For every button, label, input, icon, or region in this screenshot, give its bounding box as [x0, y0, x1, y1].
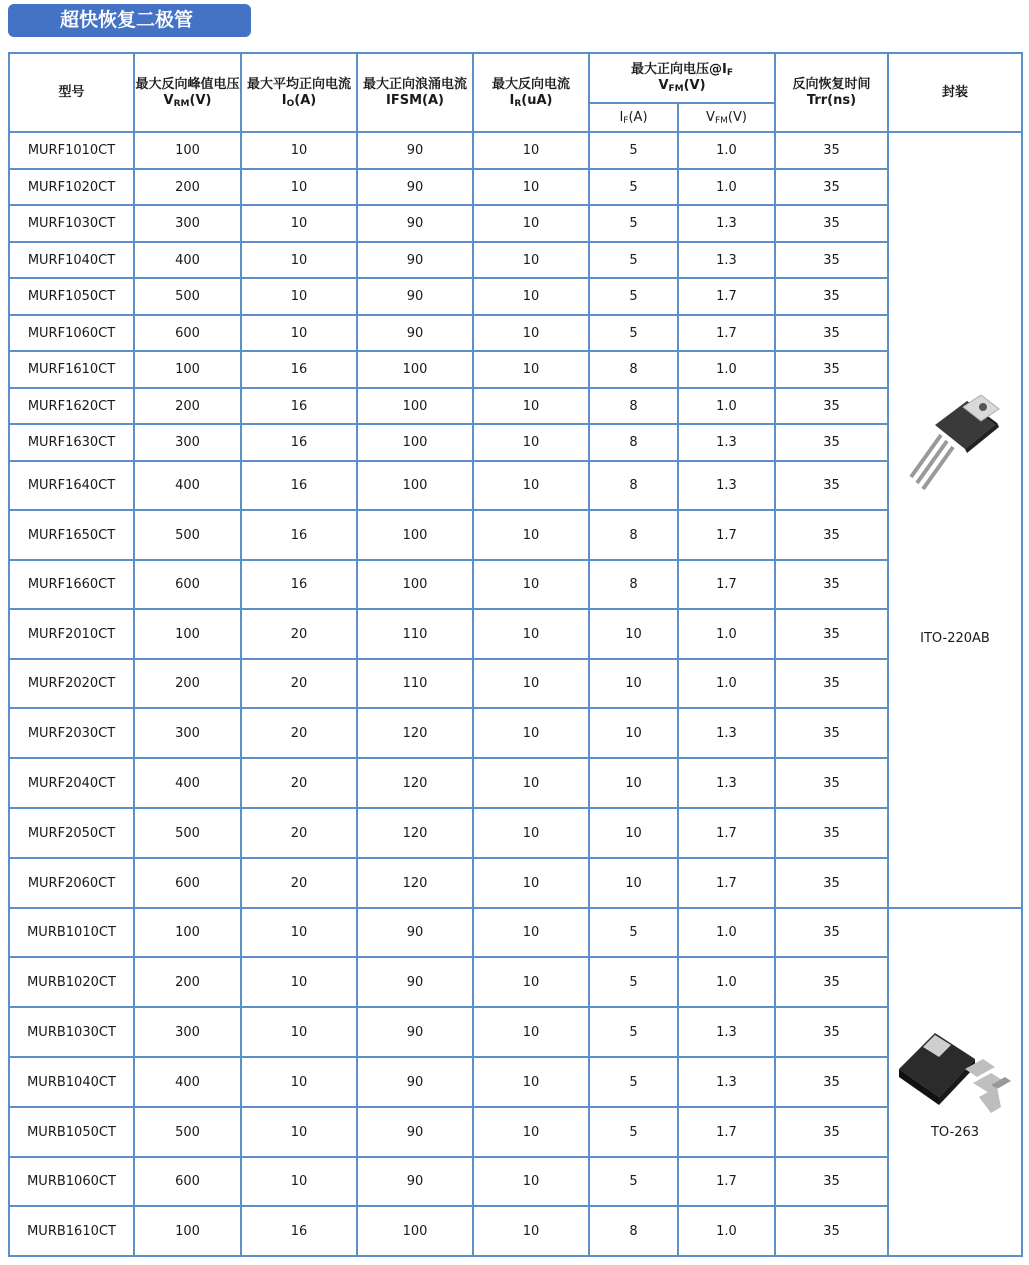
cell-ir: 10 — [473, 1057, 589, 1107]
cell-trr: 35 — [775, 1206, 888, 1256]
table-row — [9, 808, 1022, 858]
cell-ir: 10 — [473, 1007, 589, 1057]
cell-io: 10 — [241, 1107, 357, 1157]
table-row — [9, 424, 1022, 461]
cell-model: MURB1020CT — [9, 957, 134, 1007]
cell-model: MURB1050CT — [9, 1107, 134, 1157]
header-ifsm: 最大正向浪涌电流 IFSM(A) — [357, 53, 473, 132]
cell-vfm: 1.0 — [678, 1206, 775, 1256]
cell-vfm: 1.0 — [678, 169, 775, 205]
header-package: 封装 — [888, 53, 1022, 132]
cell-io: 10 — [241, 908, 357, 957]
cell-model: MURF1650CT — [9, 510, 134, 560]
cell-vfm: 1.3 — [678, 1057, 775, 1107]
cell-io: 10 — [241, 242, 357, 278]
cell-if: 5 — [589, 1057, 678, 1107]
header-trr: 反向恢复时间 Trr(ns) — [775, 53, 888, 132]
cell-ifsm: 110 — [357, 659, 473, 708]
cell-if: 10 — [589, 708, 678, 758]
cell-trr: 35 — [775, 659, 888, 708]
cell-if: 5 — [589, 315, 678, 351]
header-if: $I_F(A)$ — [589, 103, 678, 132]
cell-if: 10 — [589, 858, 678, 908]
cell-ir: 10 — [473, 132, 589, 169]
cell-model: MURF2060CT — [9, 858, 134, 908]
cell-ifsm: 90 — [357, 1157, 473, 1206]
cell-io: 20 — [241, 708, 357, 758]
table-row — [9, 315, 1022, 351]
cell-if: 5 — [589, 957, 678, 1007]
cell-ir: 10 — [473, 957, 589, 1007]
table-row — [9, 169, 1022, 205]
cell-ir: 10 — [473, 510, 589, 560]
cell-if: 8 — [589, 1206, 678, 1256]
table-row — [9, 132, 1022, 169]
cell-io: 16 — [241, 560, 357, 609]
cell-vfm: 1.7 — [678, 278, 775, 315]
table-row — [9, 758, 1022, 808]
cell-vfm: 1.7 — [678, 1107, 775, 1157]
cell-ifsm: 120 — [357, 858, 473, 908]
table-row — [9, 1057, 1022, 1107]
table-row — [9, 278, 1022, 315]
cell-vfm: 1.0 — [678, 351, 775, 388]
cell-if: 5 — [589, 132, 678, 169]
cell-model: MURF1660CT — [9, 560, 134, 609]
table-row — [9, 510, 1022, 560]
cell-vfm: 1.3 — [678, 242, 775, 278]
cell-trr: 35 — [775, 510, 888, 560]
cell-model: MURF2020CT — [9, 659, 134, 708]
cell-if: 5 — [589, 1107, 678, 1157]
table-row — [9, 1157, 1022, 1206]
cell-model: MURF1630CT — [9, 424, 134, 461]
cell-vrm: 600 — [134, 858, 241, 908]
cell-trr: 35 — [775, 315, 888, 351]
table-row — [9, 659, 1022, 708]
cell-vrm: 400 — [134, 242, 241, 278]
cell-trr: 35 — [775, 758, 888, 808]
cell-ifsm: 100 — [357, 424, 473, 461]
cell-vrm: 300 — [134, 424, 241, 461]
cell-model: MURF1620CT — [9, 388, 134, 424]
cell-ir: 10 — [473, 315, 589, 351]
cell-trr: 35 — [775, 424, 888, 461]
cell-trr: 35 — [775, 858, 888, 908]
cell-vrm: 200 — [134, 957, 241, 1007]
table-row — [9, 560, 1022, 609]
cell-io: 20 — [241, 758, 357, 808]
cell-vrm: 100 — [134, 609, 241, 659]
cell-io: 10 — [241, 1057, 357, 1107]
cell-vrm: 500 — [134, 510, 241, 560]
cell-if: 8 — [589, 461, 678, 510]
cell-io: 10 — [241, 132, 357, 169]
cell-ir: 10 — [473, 1157, 589, 1206]
cell-ifsm: 120 — [357, 708, 473, 758]
cell-trr: 35 — [775, 609, 888, 659]
cell-model: MURB1010CT — [9, 908, 134, 957]
cell-trr: 35 — [775, 1007, 888, 1057]
cell-vrm: 600 — [134, 315, 241, 351]
cell-trr: 35 — [775, 1157, 888, 1206]
cell-io: 16 — [241, 351, 357, 388]
header-vfm: $V_{FM}(V)$ — [678, 103, 775, 132]
cell-if: 10 — [589, 758, 678, 808]
cell-model: MURB1610CT — [9, 1206, 134, 1256]
cell-vrm: 500 — [134, 808, 241, 858]
cell-trr: 35 — [775, 132, 888, 169]
cell-model: MURB1030CT — [9, 1007, 134, 1057]
cell-vrm: 400 — [134, 461, 241, 510]
cell-ifsm: 120 — [357, 808, 473, 858]
cell-vrm: 500 — [134, 1107, 241, 1157]
package-cell — [888, 132, 1022, 908]
cell-trr: 35 — [775, 169, 888, 205]
cell-ir: 10 — [473, 1206, 589, 1256]
cell-if: 10 — [589, 659, 678, 708]
cell-trr: 35 — [775, 1107, 888, 1157]
cell-io: 10 — [241, 1157, 357, 1206]
table-row — [9, 708, 1022, 758]
cell-model: MURF2040CT — [9, 758, 134, 808]
cell-io: 16 — [241, 461, 357, 510]
cell-vfm: 1.7 — [678, 510, 775, 560]
cell-vrm: 200 — [134, 169, 241, 205]
package-cell — [888, 908, 1022, 1256]
cell-ir: 10 — [473, 205, 589, 242]
cell-ifsm: 90 — [357, 242, 473, 278]
cell-ifsm: 100 — [357, 388, 473, 424]
header-io: 最大平均正向电流 $I_O(A)$ — [241, 53, 357, 132]
cell-io: 20 — [241, 808, 357, 858]
cell-if: 5 — [589, 1157, 678, 1206]
cell-ir: 10 — [473, 461, 589, 510]
cell-ifsm: 90 — [357, 315, 473, 351]
cell-io: 10 — [241, 278, 357, 315]
cell-model: MURF2030CT — [9, 708, 134, 758]
cell-ifsm: 90 — [357, 1007, 473, 1057]
cell-ir: 10 — [473, 708, 589, 758]
table-row — [9, 1107, 1022, 1157]
cell-trr: 35 — [775, 708, 888, 758]
cell-if: 8 — [589, 560, 678, 609]
cell-model: MURB1060CT — [9, 1157, 134, 1206]
table-row — [9, 957, 1022, 1007]
section-title: 超快恢复二极管 — [60, 9, 194, 31]
table-row — [9, 908, 1022, 957]
diode-spec-table — [8, 52, 1023, 1257]
cell-model: MURF2010CT — [9, 609, 134, 659]
cell-if: 8 — [589, 351, 678, 388]
header-ir: 最大反向电流 $I_R(uA)$ — [473, 53, 589, 132]
cell-io: 16 — [241, 1206, 357, 1256]
cell-model: MURF1640CT — [9, 461, 134, 510]
cell-vfm: 1.7 — [678, 1157, 775, 1206]
table-row — [9, 609, 1022, 659]
cell-trr: 35 — [775, 278, 888, 315]
cell-vfm: 1.0 — [678, 908, 775, 957]
cell-vfm: 1.7 — [678, 315, 775, 351]
cell-ifsm: 90 — [357, 132, 473, 169]
cell-io: 10 — [241, 957, 357, 1007]
cell-vfm: 1.0 — [678, 132, 775, 169]
header-vf: 最大正向电压$@I_F$ $V_{FM}(V)$ — [589, 53, 775, 103]
cell-io: 10 — [241, 205, 357, 242]
cell-if: 5 — [589, 242, 678, 278]
cell-vfm: 1.3 — [678, 424, 775, 461]
table-row — [9, 205, 1022, 242]
cell-vfm: 1.7 — [678, 808, 775, 858]
cell-trr: 35 — [775, 461, 888, 510]
cell-trr: 35 — [775, 957, 888, 1007]
cell-model: MURF1030CT — [9, 205, 134, 242]
package-label: ITO-220AB — [920, 630, 990, 646]
header-vrm: 最大反向峰值电压 $V_{RM}(V)$ — [134, 53, 241, 132]
cell-ifsm: 90 — [357, 1057, 473, 1107]
cell-vrm: 100 — [134, 908, 241, 957]
cell-trr: 35 — [775, 205, 888, 242]
cell-ir: 10 — [473, 858, 589, 908]
table-row — [9, 461, 1022, 510]
cell-io: 10 — [241, 1007, 357, 1057]
cell-ir: 10 — [473, 278, 589, 315]
to220-package-icon — [905, 395, 1005, 491]
cell-if: 5 — [589, 278, 678, 315]
cell-io: 16 — [241, 510, 357, 560]
cell-model: MURF1020CT — [9, 169, 134, 205]
cell-if: 5 — [589, 169, 678, 205]
cell-if: 8 — [589, 424, 678, 461]
cell-vrm: 200 — [134, 388, 241, 424]
cell-vfm: 1.3 — [678, 708, 775, 758]
cell-ifsm: 120 — [357, 758, 473, 808]
package-label: TO-263 — [930, 1124, 980, 1140]
cell-vrm: 300 — [134, 708, 241, 758]
cell-vrm: 300 — [134, 205, 241, 242]
cell-vfm: 1.0 — [678, 609, 775, 659]
cell-trr: 35 — [775, 560, 888, 609]
cell-ifsm: 100 — [357, 351, 473, 388]
cell-vfm: 1.0 — [678, 957, 775, 1007]
cell-model: MURF1060CT — [9, 315, 134, 351]
cell-ifsm: 90 — [357, 1107, 473, 1157]
cell-ifsm: 90 — [357, 169, 473, 205]
cell-io: 20 — [241, 659, 357, 708]
cell-trr: 35 — [775, 808, 888, 858]
cell-model: MURB1040CT — [9, 1057, 134, 1107]
cell-io: 16 — [241, 424, 357, 461]
cell-vrm: 100 — [134, 132, 241, 169]
header-model: 型号 — [9, 53, 134, 132]
cell-ir: 10 — [473, 424, 589, 461]
cell-vrm: 400 — [134, 1057, 241, 1107]
cell-ir: 10 — [473, 242, 589, 278]
table-row — [9, 858, 1022, 908]
cell-vrm: 500 — [134, 278, 241, 315]
table-row — [9, 1007, 1022, 1057]
cell-ifsm: 90 — [357, 205, 473, 242]
cell-ifsm: 100 — [357, 560, 473, 609]
cell-if: 8 — [589, 388, 678, 424]
cell-model: MURF1010CT — [9, 132, 134, 169]
cell-if: 10 — [589, 808, 678, 858]
cell-ir: 10 — [473, 908, 589, 957]
cell-vrm: 600 — [134, 1157, 241, 1206]
cell-ir: 10 — [473, 758, 589, 808]
cell-vfm: 1.7 — [678, 858, 775, 908]
cell-ir: 10 — [473, 388, 589, 424]
cell-ir: 10 — [473, 351, 589, 388]
cell-ifsm: 100 — [357, 1206, 473, 1256]
cell-io: 20 — [241, 858, 357, 908]
cell-trr: 35 — [775, 388, 888, 424]
cell-vfm: 1.7 — [678, 560, 775, 609]
cell-model: MURF1610CT — [9, 351, 134, 388]
cell-vrm: 100 — [134, 1206, 241, 1256]
cell-vrm: 100 — [134, 351, 241, 388]
cell-vrm: 600 — [134, 560, 241, 609]
cell-ir: 10 — [473, 659, 589, 708]
section-title-tab — [8, 4, 251, 37]
cell-vfm: 1.3 — [678, 1007, 775, 1057]
cell-ir: 10 — [473, 1107, 589, 1157]
cell-trr: 35 — [775, 1057, 888, 1107]
cell-if: 5 — [589, 908, 678, 957]
cell-trr: 35 — [775, 242, 888, 278]
d2pak-package-icon — [895, 1025, 1015, 1121]
cell-vrm: 400 — [134, 758, 241, 808]
cell-ifsm: 110 — [357, 609, 473, 659]
cell-vrm: 200 — [134, 659, 241, 708]
table-row — [9, 242, 1022, 278]
cell-ir: 10 — [473, 808, 589, 858]
cell-if: 5 — [589, 1007, 678, 1057]
cell-if: 5 — [589, 205, 678, 242]
cell-model: MURF2050CT — [9, 808, 134, 858]
cell-if: 10 — [589, 609, 678, 659]
cell-trr: 35 — [775, 908, 888, 957]
cell-vfm: 1.0 — [678, 388, 775, 424]
table-row — [9, 1206, 1022, 1256]
cell-trr: 35 — [775, 351, 888, 388]
cell-model: MURF1040CT — [9, 242, 134, 278]
table-body — [9, 132, 1022, 1256]
cell-ir: 10 — [473, 609, 589, 659]
cell-ifsm: 90 — [357, 957, 473, 1007]
cell-ifsm: 90 — [357, 908, 473, 957]
cell-vfm: 1.3 — [678, 758, 775, 808]
cell-io: 10 — [241, 169, 357, 205]
cell-io: 16 — [241, 388, 357, 424]
table-row — [9, 351, 1022, 388]
cell-ifsm: 100 — [357, 510, 473, 560]
cell-io: 10 — [241, 315, 357, 351]
cell-model: MURF1050CT — [9, 278, 134, 315]
cell-ifsm: 100 — [357, 461, 473, 510]
cell-vfm: 1.0 — [678, 659, 775, 708]
cell-if: 8 — [589, 510, 678, 560]
cell-ifsm: 90 — [357, 278, 473, 315]
table-row — [9, 388, 1022, 424]
cell-ir: 10 — [473, 560, 589, 609]
cell-vfm: 1.3 — [678, 205, 775, 242]
cell-vfm: 1.3 — [678, 461, 775, 510]
cell-vrm: 300 — [134, 1007, 241, 1057]
cell-io: 20 — [241, 609, 357, 659]
cell-ir: 10 — [473, 169, 589, 205]
